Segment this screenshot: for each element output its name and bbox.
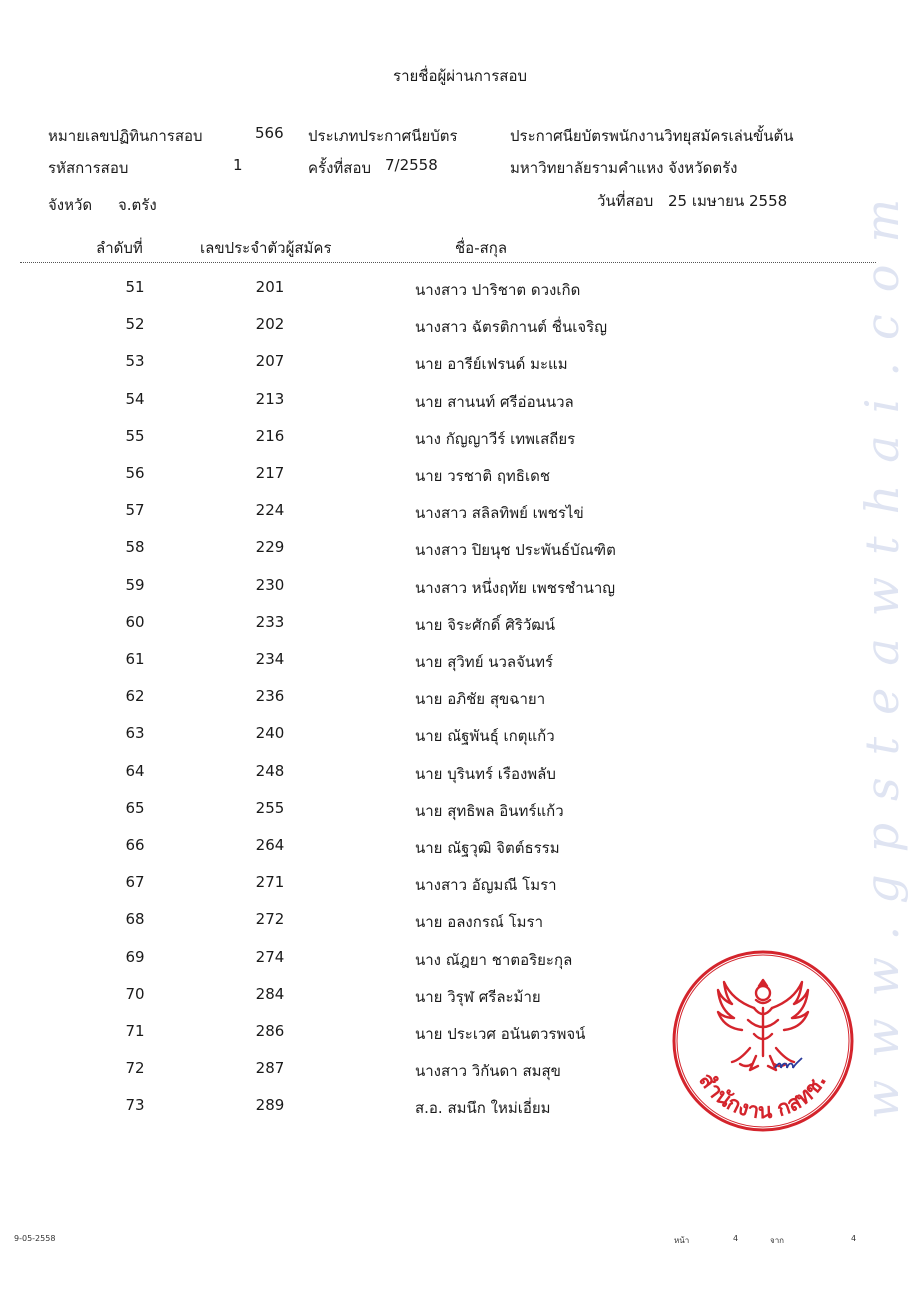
exam-date-label: วันที่สอบ — [597, 192, 654, 210]
row-number: 57 — [125, 501, 145, 520]
cert-name-line2: มหาวิทยาลัยรามคำแหง จังหวัดตรัง — [510, 159, 738, 177]
candidate-name: นาย อารีย์เฟรนด์ มะแม — [415, 355, 568, 374]
row-number: 66 — [125, 836, 145, 854]
row-number: 53 — [125, 352, 145, 371]
applicant-id: 274 — [255, 947, 285, 966]
row-number: 55 — [125, 426, 145, 445]
table-row — [0, 762, 920, 799]
row-number: 62 — [125, 687, 145, 706]
page-number: 4 — [733, 1234, 739, 1243]
candidate-name: นาย ณัฐวุฒิ จิตต์ธรรม — [415, 839, 560, 857]
row-number: 64 — [125, 761, 145, 780]
candidate-name: ส.อ. สมนึก ใหม่เอี่ยม — [415, 1099, 551, 1118]
applicant-id: 207 — [255, 352, 285, 371]
applicant-id: 233 — [255, 612, 285, 631]
row-number: 60 — [125, 612, 145, 631]
candidate-name: นาย สุทธิพล อินทร์แก้ว — [415, 801, 564, 820]
candidate-name: นางสาว ฉัตรติกานต์ ชื่นเจริญ — [415, 318, 607, 337]
of-label: จาก — [770, 1236, 785, 1245]
table-row — [0, 836, 920, 873]
office-seal — [670, 948, 856, 1134]
applicant-id: 284 — [255, 984, 285, 1003]
row-number: 73 — [125, 1096, 145, 1115]
col-name: ชื่อ-สกุล — [455, 239, 508, 257]
applicant-id: 201 — [255, 278, 285, 296]
col-applicant-id: เลขประจำตัวผู้สมัคร — [200, 239, 332, 257]
stamp-text: สำนักงาน กสทช. — [694, 1068, 832, 1124]
row-number: 56 — [125, 464, 145, 482]
row-number: 61 — [125, 650, 145, 668]
table-row — [0, 724, 920, 761]
page-title: รายชื่อผู้ผ่านการสอบ — [393, 67, 527, 85]
table-row — [0, 390, 920, 427]
applicant-id: 230 — [255, 575, 285, 594]
candidate-name: นาย อภิชัย สุขฉายา — [415, 690, 546, 709]
applicant-id: 255 — [255, 798, 285, 817]
candidate-name: นาย อลงกรณ์ โมรา — [415, 913, 544, 932]
table-row — [0, 315, 920, 352]
table-row — [0, 799, 920, 836]
candidate-name: นาย บุรินทร์ เรืองพลับ — [415, 764, 556, 783]
row-number: 68 — [125, 910, 145, 929]
row-number: 65 — [125, 798, 145, 817]
print-date: 9-05-2558 — [14, 1234, 56, 1243]
applicant-id: 224 — [255, 501, 285, 520]
applicant-id: 202 — [255, 315, 285, 334]
row-number: 59 — [125, 575, 145, 594]
candidate-name: นาย ประเวศ อนันตวรพจน์ — [415, 1025, 586, 1043]
applicant-id: 217 — [255, 464, 285, 482]
cert-type-label: ประเภทประกาศนียบัตร — [308, 127, 458, 145]
applicant-id: 234 — [255, 650, 285, 668]
candidate-name: นางสาว หนึ่งฤทัย เพชรชำนาญ — [415, 578, 616, 597]
table-row — [0, 352, 920, 389]
applicant-id: 289 — [255, 1096, 285, 1115]
applicant-id: 287 — [255, 1059, 285, 1078]
applicant-id: 271 — [255, 873, 285, 892]
cert-name-line1: ประกาศนียบัตรพนักงานวิทยุสมัครเล่นขั้นต้น — [510, 127, 794, 145]
row-number: 71 — [125, 1022, 145, 1040]
candidate-name: นางสาว ปิยนุช ประพันธ์บัณฑิต — [415, 541, 616, 560]
row-number: 70 — [125, 984, 145, 1003]
exam-date-value: 25 เมษายน 2558 — [668, 192, 788, 210]
table-row — [0, 576, 920, 613]
table-row — [0, 538, 920, 575]
applicant-id: 286 — [255, 1022, 285, 1040]
row-number: 67 — [125, 873, 145, 892]
row-number: 63 — [125, 724, 145, 743]
applicant-id: 229 — [255, 538, 285, 557]
row-number: 72 — [125, 1059, 145, 1078]
applicant-id: 264 — [255, 836, 285, 854]
round-value: 7/2558 — [385, 156, 438, 174]
total-pages: 4 — [851, 1234, 857, 1243]
col-order: ลำดับที่ — [96, 239, 143, 257]
table-row — [0, 501, 920, 538]
table-row — [0, 278, 920, 315]
table-row — [0, 427, 920, 464]
row-number: 51 — [125, 278, 145, 296]
candidate-name: นางสาว อัญมณี โมรา — [415, 876, 557, 895]
applicant-id: 272 — [255, 910, 285, 929]
candidate-name: นาย วิรุฬ ศรีละม้าย — [415, 987, 541, 1006]
page-label: หน้า — [674, 1236, 690, 1245]
applicant-id: 248 — [255, 761, 285, 780]
row-number: 54 — [125, 389, 145, 408]
candidate-name: นาย ณัฐพันธุ์ เกตุแก้ว — [415, 727, 555, 746]
table-row — [0, 464, 920, 501]
row-number: 58 — [125, 538, 145, 557]
candidate-name: นาย วรชาติ ฤทธิเดช — [415, 467, 550, 485]
table-row — [0, 613, 920, 650]
header-divider — [20, 262, 876, 263]
table-row — [0, 687, 920, 724]
practice-label: หมายเลขปฏิทินการสอบ — [48, 127, 203, 145]
table-row — [0, 650, 920, 687]
candidate-name: นางสาว ปาริชาต ดวงเกิด — [415, 281, 581, 299]
round-label: ครั้งที่สอบ — [308, 159, 371, 177]
table-row — [0, 873, 920, 910]
row-number: 52 — [125, 315, 145, 334]
table-row — [0, 910, 920, 947]
applicant-id: 240 — [255, 724, 285, 743]
applicant-id: 236 — [255, 687, 285, 706]
candidate-name: นาย จิระศักดิ์ ศิริวัฒน์ — [415, 615, 556, 634]
exam-code-label: รหัสการสอบ — [48, 159, 129, 177]
candidate-name: นางสาว สลิลทิพย์ เพชรไข่ — [415, 504, 584, 523]
province-label: จังหวัด — [48, 196, 93, 214]
candidate-name: นาย สานนท์ ศรีอ่อนนวล — [415, 392, 574, 411]
candidate-name: นาง กัญญาวีร์ เทพเสถียร — [415, 429, 576, 448]
practice-value: 566 — [255, 124, 284, 142]
row-number: 69 — [125, 947, 145, 966]
watermark-text: www.gpsteawthai.com — [855, 176, 909, 1120]
applicant-id: 213 — [255, 389, 285, 408]
province-value: จ.ตรัง — [118, 196, 157, 214]
applicant-id: 216 — [255, 426, 285, 445]
candidate-name: นางสาว วิกันดา สมสุข — [415, 1062, 561, 1081]
candidate-name: นาย สุวิทย์ นวลจันทร์ — [415, 653, 554, 671]
candidate-name: นาง ณัฎยา ชาตอริยะกุล — [415, 950, 573, 969]
garuda-icon — [718, 980, 808, 1070]
exam-code-value: 1 — [233, 156, 243, 174]
